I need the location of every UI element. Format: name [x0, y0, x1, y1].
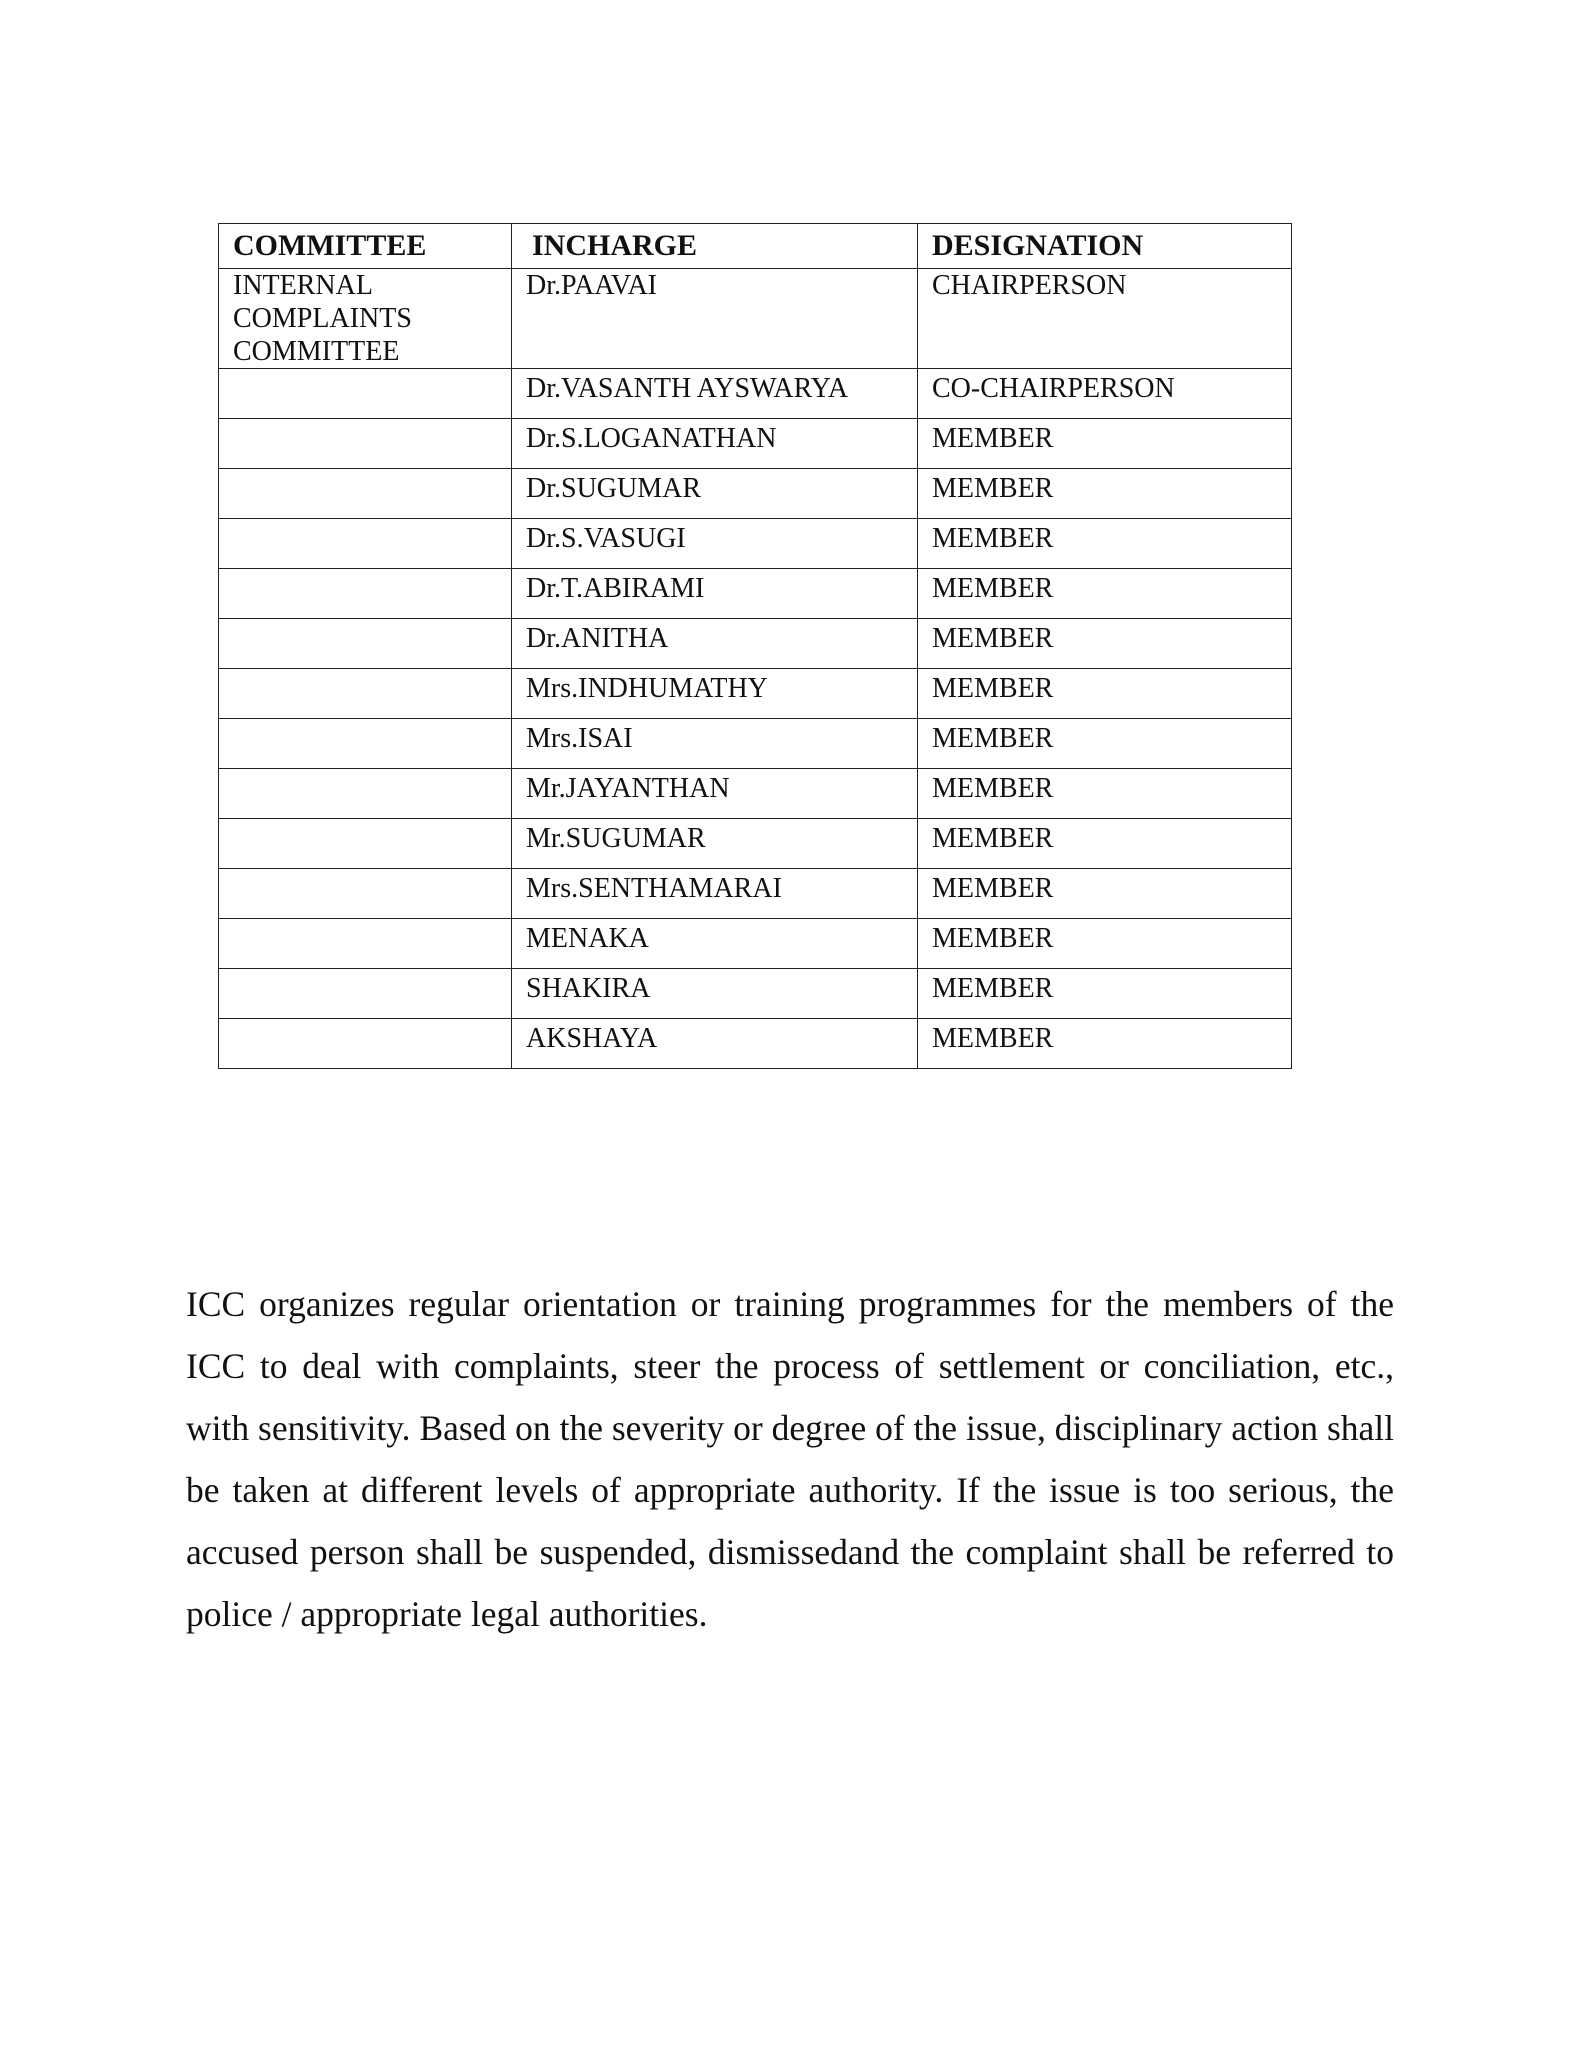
cell-incharge: Dr.ANITHA — [512, 619, 918, 669]
column-header-designation: DESIGNATION — [918, 224, 1292, 269]
cell-committee — [219, 719, 512, 769]
cell-incharge: Dr.T.ABIRAMI — [512, 569, 918, 619]
cell-committee — [219, 619, 512, 669]
table-row — [219, 1019, 1292, 1069]
cell-incharge: Dr.VASANTH AYSWARYA — [512, 369, 918, 419]
cell-incharge: SHAKIRA — [512, 969, 918, 1019]
cell-designation: MEMBER — [918, 469, 1292, 519]
column-header-incharge: INCHARGE — [512, 224, 918, 269]
table-row — [219, 969, 1292, 1019]
cell-committee — [219, 919, 512, 969]
cell-committee — [219, 869, 512, 919]
cell-incharge: Dr.S.VASUGI — [512, 519, 918, 569]
cell-designation: MEMBER — [918, 669, 1292, 719]
cell-designation: MEMBER — [918, 519, 1292, 569]
cell-incharge: Mrs.ISAI — [512, 719, 918, 769]
cell-incharge: Mrs.INDHUMATHY — [512, 669, 918, 719]
cell-designation: MEMBER — [918, 769, 1292, 819]
table-row — [219, 369, 1292, 419]
table-body — [219, 269, 1292, 1069]
cell-incharge: Dr.PAAVAI — [512, 269, 918, 369]
cell-committee — [219, 1019, 512, 1069]
committee-table — [218, 223, 1292, 1069]
cell-designation: CO-CHAIRPERSON — [918, 369, 1292, 419]
table-row — [219, 519, 1292, 569]
table-row — [219, 419, 1292, 469]
cell-designation: MEMBER — [918, 819, 1292, 869]
table-row — [219, 469, 1292, 519]
body-paragraph: ICC organizes regular orientation or training programmes for the members of the ICC to deal with complaints, steer the process of settlement or conciliation, etc., with sensitivity. Based on the severity or degree of the issue, disciplinary action shall be taken at different levels of appropriate authority. If the issue is too serious, the accused person shall be suspended, dismissedand the complaint shall be referred to police / appropriate legal authorities. — [186, 1283, 1394, 1634]
cell-incharge: Dr.S.LOGANATHAN — [512, 419, 918, 469]
cell-incharge: Mrs.SENTHAMARAI — [512, 869, 918, 919]
cell-committee — [219, 469, 512, 519]
cell-committee — [219, 519, 512, 569]
cell-designation: MEMBER — [918, 919, 1292, 969]
table-row — [219, 869, 1292, 919]
cell-committee — [219, 769, 512, 819]
cell-designation: MEMBER — [918, 969, 1292, 1019]
cell-incharge: MENAKA — [512, 919, 918, 969]
cell-committee: INTERNAL COMPLAINTS COMMITTEE — [219, 269, 512, 369]
cell-committee — [219, 369, 512, 419]
table-row — [219, 919, 1292, 969]
table-row — [219, 569, 1292, 619]
cell-incharge: AKSHAYA — [512, 1019, 918, 1069]
table-row — [219, 269, 1292, 369]
cell-designation: CHAIRPERSON — [918, 269, 1292, 369]
cell-incharge: Mr.JAYANTHAN — [512, 769, 918, 819]
table-row — [219, 719, 1292, 769]
cell-incharge: Mr.SUGUMAR — [512, 819, 918, 869]
table-row — [219, 769, 1292, 819]
cell-committee — [219, 819, 512, 869]
cell-designation: MEMBER — [918, 1019, 1292, 1069]
cell-incharge: Dr.SUGUMAR — [512, 469, 918, 519]
table-row — [219, 619, 1292, 669]
cell-committee — [219, 569, 512, 619]
cell-committee — [219, 669, 512, 719]
table-row — [219, 819, 1292, 869]
cell-designation: MEMBER — [918, 869, 1292, 919]
cell-committee — [219, 969, 512, 1019]
cell-designation: MEMBER — [918, 619, 1292, 669]
cell-designation: MEMBER — [918, 419, 1292, 469]
table-row — [219, 669, 1292, 719]
column-header-committee: COMMITTEE — [219, 224, 512, 269]
cell-designation: MEMBER — [918, 719, 1292, 769]
cell-designation: MEMBER — [918, 569, 1292, 619]
cell-committee — [219, 419, 512, 469]
table-header-row — [219, 224, 1292, 269]
